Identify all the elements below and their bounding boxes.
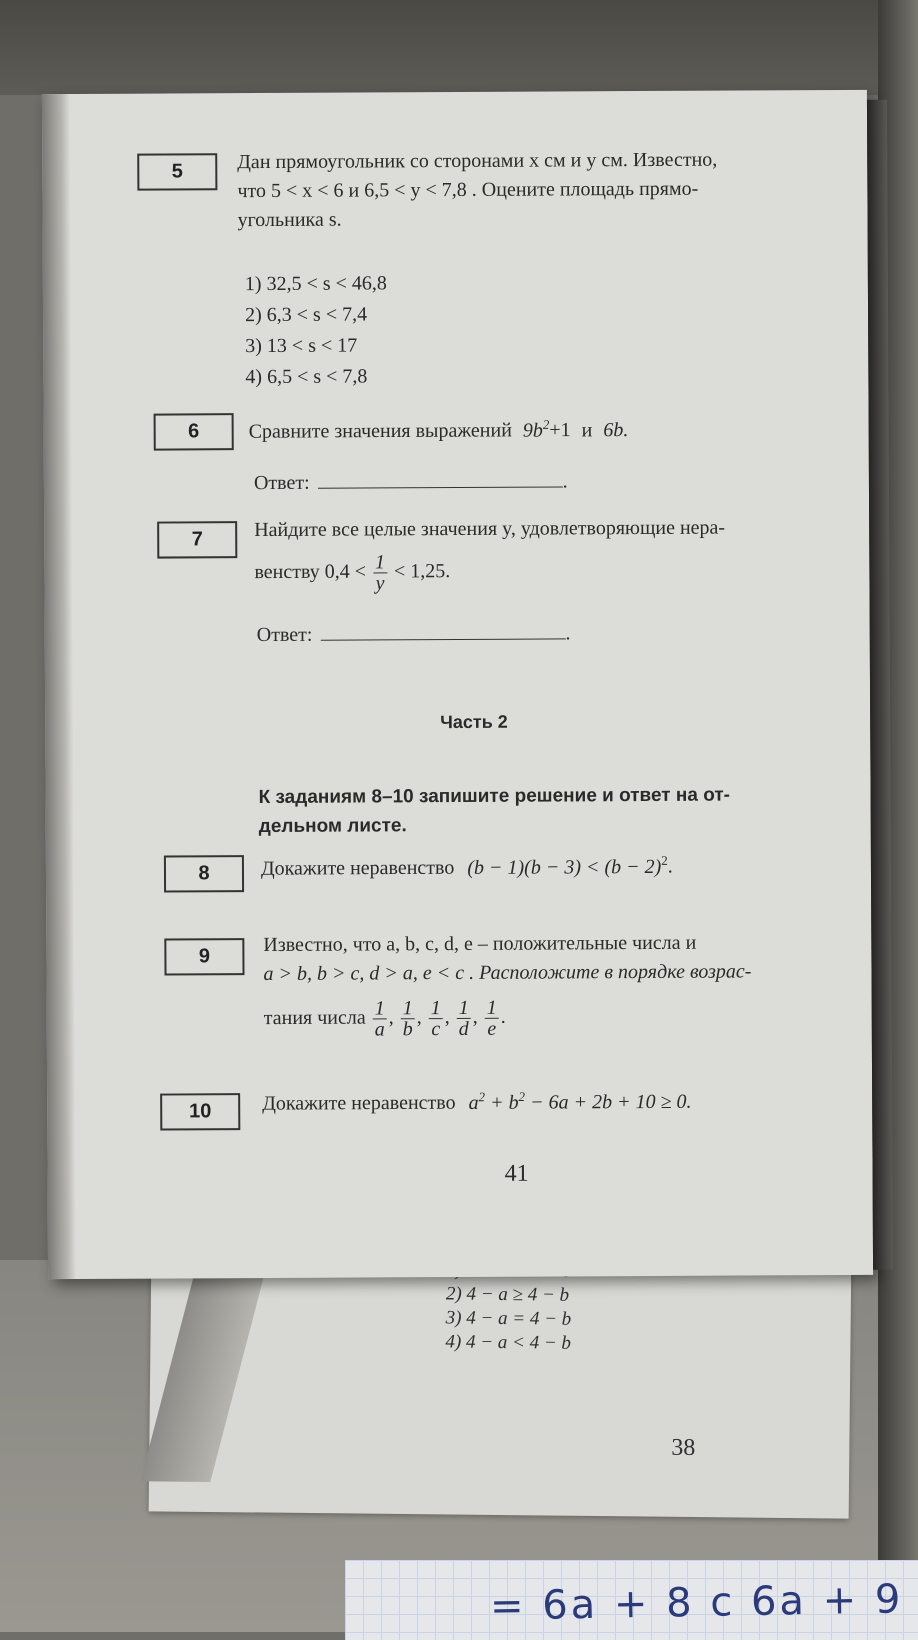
task-text [262,1081,692,1119]
answer-label: Ответ: [256,623,313,647]
fraction-denominator: c [431,1018,441,1041]
back-page-number: 38 [671,1434,696,1462]
task-number-box: 6 [154,413,234,450]
math-part: . [667,855,673,878]
task-text-part: Докажите неравенство [260,856,455,880]
fraction-numerator: 1 [374,551,385,574]
back-page [149,1251,852,1518]
task-line [254,551,725,594]
math-expression: (b − 1)(b − 3) < (b − 2) [467,855,662,879]
back-option-3: 3) 4 − a = 4 − b [445,1307,572,1330]
task-number-box: 7 [157,521,237,558]
back-page-shadow [140,1252,270,1482]
task-number-box: 10 [160,1093,240,1130]
fraction [373,552,387,593]
fraction-numerator: 1 [374,997,385,1020]
answer-field: Ответ: . [257,618,571,650]
fraction-numerator: 1 [402,997,413,1020]
task-line: что 5 < x < 6 и 6,5 < y < 7,8 . Оцените площадь прямо- [237,177,699,203]
fraction-numerator: 1 [430,997,441,1020]
math-part: − 6a + 2b + 10 ≥ 0. [524,1090,692,1114]
option-3: 3) 13 < s < 17 [245,334,358,358]
background-top [0,0,918,95]
task-text-part: Сравните значения выражений [248,419,512,443]
task-line: Известно, что a, b, c, d, e – положительные числа и [263,931,697,957]
task-text [254,514,725,594]
answer-line[interactable] [320,618,565,640]
intro-line: К заданиям 8–10 запишите решение и ответ на от- [258,784,731,809]
part-2-intro [259,781,731,841]
intro-line: дельном листе. [258,815,407,838]
task-line: тания числа $\frac{1}{a}$ , $\frac{1}{b}$ , $\frac{1}{c}$ , $\frac{1}{d}$ , $\frac{1}{e}$ . [263,996,506,1041]
back-option-2: 2) 4 − a ≥ 4 − b [445,1283,570,1306]
fraction-denominator: d [458,1017,469,1040]
task-line: угольника s. [237,208,342,232]
fraction [485,998,499,1039]
task-text-part: Докажите неравенство [262,1091,456,1115]
fraction-denominator: y [375,572,385,595]
math-part: + b [484,1091,519,1114]
option-2: 2) 6,3 < s < 7,4 [245,303,368,327]
part-2-title: Часть 2 [440,711,508,733]
fraction [429,998,443,1039]
exponent: 2 [542,416,550,432]
fraction-denominator: e [487,1017,497,1040]
task-line: Найдите все целые значения y, удовлетворяющие нера- [254,516,726,542]
page-number: 41 [504,1160,529,1187]
answer-label: Ответ: [253,471,310,495]
fraction-denominator: b [402,1018,413,1041]
math-expression: 6b. [603,418,629,441]
task-text [237,146,717,236]
math-part: < 1,25. [393,560,451,583]
answer-line[interactable] [318,466,563,488]
task-line: Дан прямоугольник со сторонами x см и y см. Известно, [237,148,718,174]
math-expression [468,1090,691,1113]
option-4: 4) 6,5 < s < 7,8 [245,365,368,389]
task-line: a > b, b > c, d > a, e < c . Расположите в порядке возрас- [263,960,752,986]
exponent: 2 [478,1088,486,1104]
option-1: 1) 32,5 < s < 46,8 [244,272,387,296]
task-text [249,409,629,447]
task-text-part: тания числа [263,1006,366,1030]
task-number-box: 5 [137,153,217,190]
math-part: 9b [522,419,543,442]
math-part: +1 [549,419,571,442]
conjunction: и [581,418,593,442]
task-number-box: 8 [164,855,244,892]
math-expression [522,416,550,442]
answer-field: Ответ: . [254,466,568,498]
page-binding-shadow [42,94,76,1279]
task-number-box: 9 [164,938,244,975]
fraction-numerator: 1 [486,996,497,1019]
math-part: a [468,1091,479,1114]
exponent: 2 [661,852,668,868]
fraction [373,998,387,1039]
back-option-4: 4) 4 − a < 4 − b [445,1331,572,1354]
exponent: 2 [518,1088,526,1104]
task-text [261,846,673,884]
fraction-denominator: a [374,1018,385,1041]
fraction-numerator: 1 [458,996,469,1019]
textbook-page [42,90,873,1279]
handwritten-note: = 6a + 8 c 6a + 9 [489,1576,904,1630]
fraction [401,998,415,1039]
task-text [263,928,751,1040]
math-part: венству 0,4 < [254,560,367,584]
answer-options [245,268,388,393]
fraction [457,998,471,1039]
